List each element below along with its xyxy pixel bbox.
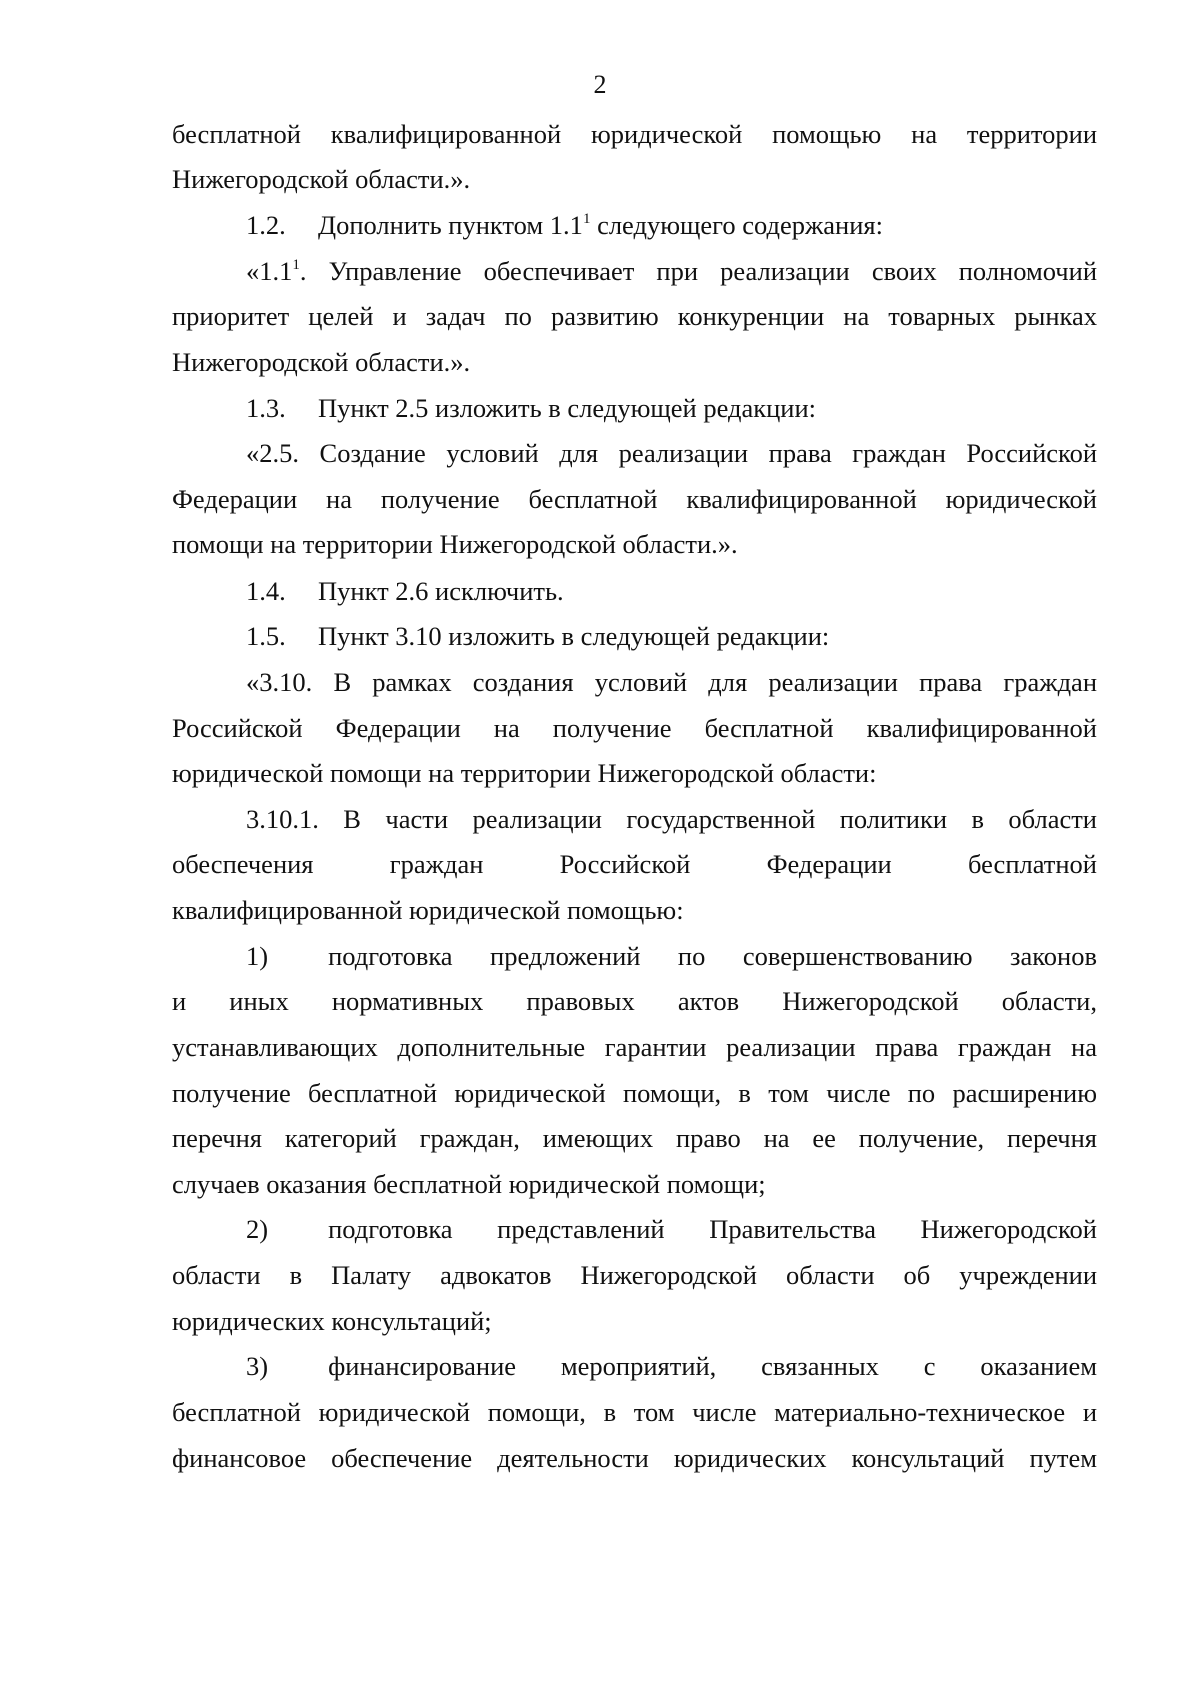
numbered-item — [246, 209, 1097, 241]
text-line: бесплатной юридической помощи, в том числе материально-техническое и — [172, 1397, 1097, 1427]
item-number: 1.2. — [246, 210, 286, 240]
numbered-item — [246, 392, 1097, 424]
item-number: 1.3. — [246, 393, 286, 423]
text-line: помощи на территории Нижегородской области.». — [172, 529, 738, 559]
numbered-item — [246, 620, 1097, 652]
text-line: Федерации на получение бесплатной квалифицированной юридической — [172, 484, 1097, 514]
item-text: Дополнить пунктом 1.1 — [318, 210, 583, 240]
text-line: бесплатной квалифицированной юридической помощью на территории — [172, 119, 1097, 149]
item-text: Пункт 2.5 изложить в следующей редакции: — [318, 393, 817, 423]
superscript: 1 — [582, 211, 591, 228]
text-line: Нижегородской области.». — [172, 164, 471, 194]
numbered-item — [246, 1213, 1097, 1245]
text-line: случаев оказания бесплатной юридической помощи; — [172, 1169, 766, 1199]
text-line: 3.10.1. В части реализации государственной политики в области — [246, 804, 1097, 834]
text-line: «3.10. В рамках создания условий для реализации права граждан — [246, 667, 1097, 697]
item-text: подготовка предложений по совершенствованию законов — [328, 941, 1097, 971]
page-number: 2 — [593, 70, 607, 99]
line-part: «1.1 — [246, 256, 293, 286]
text-line: устанавливающих дополнительные гарантии реализации права граждан на — [172, 1032, 1097, 1062]
text-line: перечня категорий граждан, имеющих право на ее получение, перечня — [172, 1123, 1097, 1153]
text-line: «2.5. Создание условий для реализации права граждан Российской — [246, 438, 1097, 468]
text-line: Нижегородской области.». — [172, 347, 471, 377]
text-line: финансовое обеспечение деятельности юридических консультаций путем — [172, 1443, 1097, 1473]
item-text: финансирование мероприятий, связанных с оказанием — [328, 1351, 1097, 1381]
numbered-item — [246, 575, 1097, 607]
item-text: подготовка представлений Правительства Нижегородской — [328, 1214, 1097, 1244]
text-line: Российской Федерации на получение бесплатной квалифицированной — [172, 713, 1097, 743]
item-number: 3) — [246, 1351, 269, 1381]
item-number: 1.4. — [246, 576, 286, 606]
item-text: Пункт 3.10 изложить в следующей редакции: — [318, 621, 830, 651]
text-line: получение бесплатной юридической помощи, в том числе по расширению — [172, 1078, 1097, 1108]
text-line: юридической помощи на территории Нижегородской области: — [172, 758, 877, 788]
item-text: следующего содержания: — [590, 210, 883, 240]
text-line: обеспечения граждан Российской Федерации бесплатной — [172, 849, 1097, 879]
item-text: Пункт 2.6 исключить. — [318, 576, 564, 606]
numbered-item — [246, 1350, 1097, 1382]
item-number: 1) — [246, 941, 269, 971]
text-line — [246, 255, 1097, 287]
text-line: и иных нормативных правовых актов Нижегородской области, — [172, 986, 1097, 1016]
text-line: квалифицированной юридической помощью: — [172, 895, 684, 925]
text-line: приоритет целей и задач по развитию конкуренции на товарных рынках — [172, 301, 1097, 331]
item-number: 1.5. — [246, 621, 286, 651]
line-part: . Управление обеспечивает при реализации своих полномочий — [299, 256, 1097, 286]
numbered-item — [246, 940, 1097, 972]
text-line: области в Палату адвокатов Нижегородской области об учреждении — [172, 1260, 1097, 1290]
text-line: юридических консультаций; — [172, 1306, 492, 1336]
item-number: 2) — [246, 1214, 269, 1244]
superscript: 1 — [292, 257, 300, 274]
